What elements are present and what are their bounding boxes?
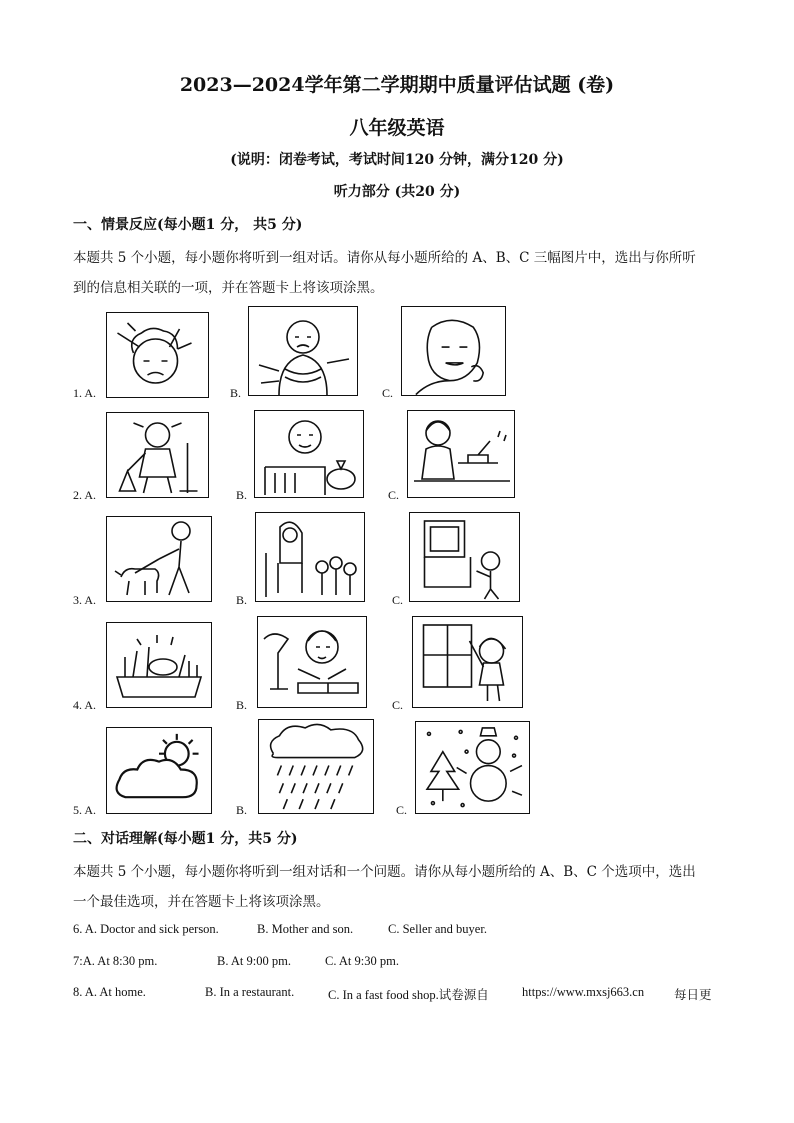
q5-label-b: B.: [236, 803, 248, 817]
listening-heading: 听力部分 (共20 分): [333, 184, 461, 200]
q6-option-b: B. Mother and son.: [257, 922, 354, 936]
watermark-tail: 每日更: [674, 988, 712, 1002]
q1-picture-c-toothache: [401, 306, 506, 396]
q6-option-c: C. Seller and buyer.: [388, 922, 487, 936]
q5-picture-c-snowy: [415, 721, 530, 814]
section1-instruction-line1: 本题共 5 个小题，每小题你将听到一组对话。请你从每小题所给的 A、B、C 三幅图片中，选出与你所听: [73, 250, 696, 266]
q7-option-a: 7:A. At 8:30 pm.: [73, 954, 158, 968]
q4-label-a: 4. A.: [73, 698, 97, 712]
exam-title: 2023—2024学年第二学期期中质量评估试题 (卷): [179, 74, 615, 96]
q4-picture-a-messy-table: [106, 622, 212, 708]
q2-label-c: C.: [388, 488, 400, 502]
q1-label-b: B.: [230, 386, 242, 400]
q3-picture-a-walking-dog: [106, 516, 212, 602]
section2-instruction-line2: 一个最佳选项，并在答题卡上将该项涂黑。: [73, 894, 330, 910]
q7-option-c: C. At 9:30 pm.: [325, 954, 399, 968]
section1-instruction-line2: 到的信息相关联的一项，并在答题卡上将该项涂黑。: [73, 280, 384, 296]
q4-label-b: B.: [236, 698, 248, 712]
q2-label-b: B.: [236, 488, 248, 502]
q3-picture-b-storytelling: [255, 512, 365, 602]
q2-picture-a-sweeping: [106, 412, 209, 498]
q4-label-c: C.: [392, 698, 404, 712]
q2-picture-b-desk: [254, 410, 364, 498]
q3-label-c: C.: [392, 593, 404, 607]
q3-picture-c-tv: [409, 512, 520, 602]
q3-label-a: 3. A.: [73, 593, 97, 607]
q2-picture-c-cooking: [407, 410, 515, 498]
q6-option-a: 6. A. Doctor and sick person.: [73, 922, 219, 936]
q1-label-a: 1. A.: [73, 386, 97, 400]
q4-picture-b-homework: [257, 616, 367, 708]
q8-option-c: C. In a fast food shop.试卷源自: [328, 988, 489, 1002]
section2-heading: 二、对话理解(每小题1 分，共5 分): [73, 831, 298, 847]
section1-heading: 一、情景反应(每小题1 分， 共5 分): [73, 217, 303, 233]
exam-subject: 八年级英语: [349, 117, 445, 139]
q2-label-a: 2. A.: [73, 488, 97, 502]
source-url-link[interactable]: https://www.mxsj663.cn: [522, 985, 645, 999]
q1-label-c: C.: [382, 386, 394, 400]
q3-label-b: B.: [236, 593, 248, 607]
q7-option-b: B. At 9:00 pm.: [217, 954, 291, 968]
exam-note: (说明：闭卷考试，考试时间120 分钟，满分120 分): [230, 152, 564, 168]
q5-picture-a-cloudy-sun: [106, 727, 212, 814]
q1-picture-b-cold: [248, 306, 358, 396]
q1-picture-a-headache: [106, 312, 209, 398]
q5-picture-b-rainy: [258, 719, 374, 814]
section2-instruction-line1: 本题共 5 个小题，每小题你将听到一组对话和一个问题。请你从每小题所给的 A、B、C 个选项中，选出: [73, 864, 696, 880]
q5-label-c: C.: [396, 803, 408, 817]
q8-option-a: 8. A. At home.: [73, 985, 146, 999]
q5-label-a: 5. A.: [73, 803, 97, 817]
q4-picture-c-window-cleaning: [412, 616, 523, 708]
q8-option-b: B. In a restaurant.: [205, 985, 295, 999]
